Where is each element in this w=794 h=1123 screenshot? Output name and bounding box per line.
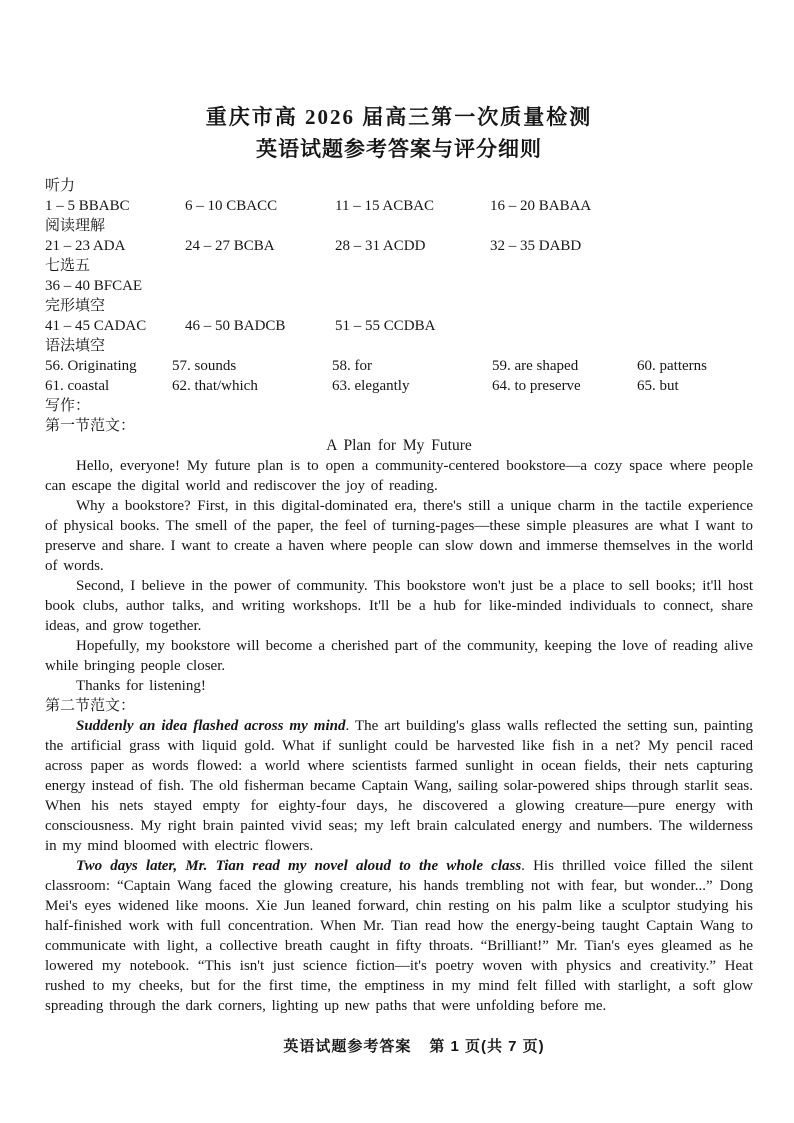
answer-row-grammar-1 [45,356,753,376]
section-label-seven-choose-five: 七选五 [45,258,91,274]
answer-cell: 60. patterns [637,358,707,374]
essay2-paragraph-text: . The art building's glass walls reflected the setting sun, painting the artificial grass with liquid gold. What if sunlight could be harvested like fish in a net? My pencil raced across paper as words flowed: a world where scientists farmed sunlight in ocean fields, their nets capturing energy instead of fish. The old fisherman became Captain Wang, sailing solar-powered ships through starlit seas. When his nets stayed empty for eighty-four days, he discovered a glowing creature—pure energy with consciousness. My right brain painted vivid seas; my left brain calculated energy and numbers. The wilderness in my mind bloomed with electric flowers. [45,718,753,854]
section-label-listening: 听力 [45,178,76,194]
answer-cell: 51 – 55 CCDBA [335,318,436,334]
answer-cell: 11 – 15 ACBAC [335,198,435,214]
answer-cell: 62. that/which [172,378,258,394]
footer-page-number: 第 1 页(共 7 页) [429,1038,545,1055]
answer-cell: 16 – 20 BABAA [490,198,592,214]
essay2-lead: Suddenly an idea flashed across my mind [76,718,346,734]
essay1-paragraph: Why a bookstore? First, in this digital-dominated era, there's still a unique charm in the tactile experience of physical books. The smell of the paper, the feel of turning-pages—these simple pleasures are what I want to preserve and share. I want to create a haven where people can slow down and immerse themselves in the world of words. [45,498,753,574]
essay2-lead: Two days later, Mr. Tian read my novel aloud to the whole class [76,858,522,874]
answer-row-reading [45,236,753,256]
answer-cell: 36 – 40 BFCAE [45,278,143,294]
answer-cell: 59. are shaped [492,358,579,374]
answer-cell: 57. sounds [172,358,237,374]
section-label-cloze: 完形填空 [45,298,106,314]
essay2-paragraph [45,716,753,856]
section-label-part1: 第一节范文： [45,418,136,434]
answer-cell: 63. elegantly [332,378,410,394]
section-label-reading: 阅读理解 [45,218,106,234]
answer-cell: 1 – 5 BBABC [45,198,130,214]
answer-row-grammar-2 [45,376,753,396]
essay1-paragraph: Hello, everyone! My future plan is to open a community-centered bookstore—a cozy space where people can escape the digital world and rediscover the joy of reading. [45,458,753,494]
answer-cell: 58. for [332,358,372,374]
page-footer [0,1036,794,1058]
answer-cell: 41 – 45 CADAC [45,318,147,334]
answer-cell: 61. coastal [45,378,110,394]
essay1-paragraph: Hopefully, my bookstore will become a cherished part of the community, keeping the love of reading alive while bringing people closer. [45,638,753,674]
answer-cell: 56. Originating [45,358,137,374]
answer-cell: 21 – 23 ADA [45,238,126,254]
answer-row-listening [45,196,753,216]
answer-cell: 32 – 35 DABD [490,238,582,254]
answer-row-cloze [45,316,753,336]
document-page [45,102,753,1016]
answer-row-seven [45,276,753,296]
answer-cell: 65. but [637,378,679,394]
answer-cell: 28 – 31 ACDD [335,238,426,254]
doc-title: 重庆市高 2026 届高三第一次质量检测 [205,105,593,129]
answer-cell: 6 – 10 CBACC [185,198,278,214]
section-label-part2: 第二节范文： [45,698,136,714]
doc-subtitle: 英语试题参考答案与评分细则 [256,138,542,161]
essay1-paragraph: Thanks for listening! [76,678,206,694]
essay1-title: A Plan for My Future [326,437,472,454]
essay2-paragraph [45,856,753,1016]
section-label-grammar: 语法填空 [45,338,106,354]
section-label-writing: 写作： [45,398,91,414]
answer-cell: 24 – 27 BCBA [185,238,275,254]
essay1-paragraph: Second, I believe in the power of community. This bookstore won't just be a place to sell books; it'll host book clubs, author talks, and writing workshops. It'll be a hub for like-minded individuals to connect, share ideas, and grow together. [45,578,753,634]
footer-doc-label: 英语试题参考答案 [283,1038,412,1055]
answer-cell: 64. to preserve [492,378,581,394]
essay2-paragraph-text: . His thrilled voice filled the silent classroom: “Captain Wang faced the glowing creature, his hands trembling not with fear, but wonder...” Dong Mei's eyes widened like moons. Xie Jun leaned forward, chin resting on his palm like a sculptor studying his half-finished work with full concentration. When Mr. Tian read how the energy-being taught Captain Wang to communicate with light, a collective breath caught in fifty throats. “Brilliant!” Mr. Tian's eyes gleamed as he lowered my notebook. “This isn't just science fiction—it's poetry woven with physics and creativity.” Heat rushed to my cheeks, but for the first time, the emptiness in my mind felt filled with starlight, a soft glow spreading through the dark corners, lighting up new paths that were unfolding before me. [45,858,754,1014]
answer-cell: 46 – 50 BADCB [185,318,286,334]
